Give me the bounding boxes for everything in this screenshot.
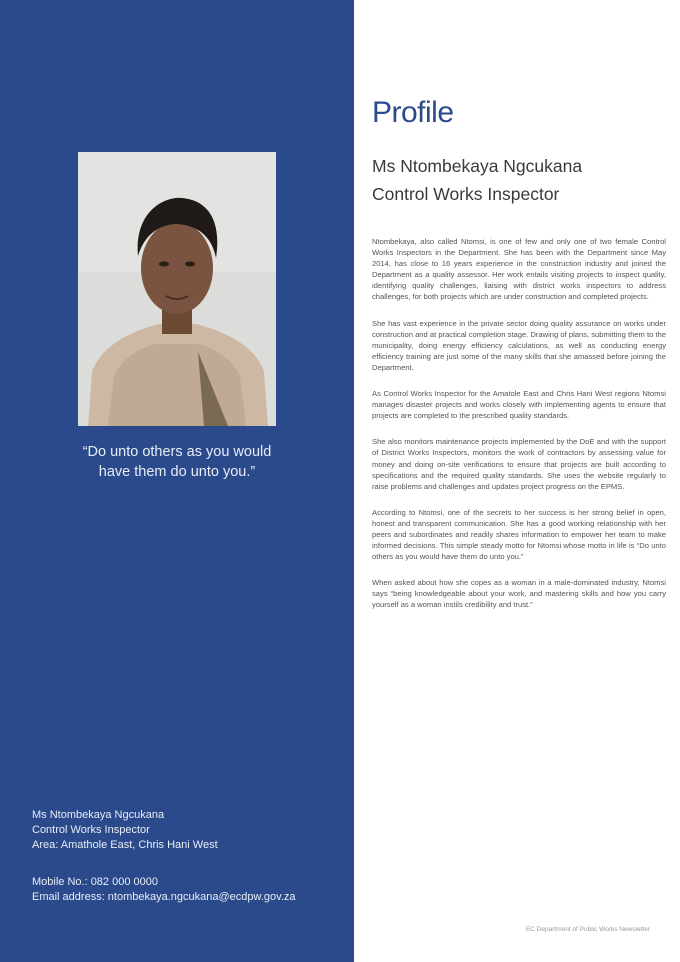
contact-gap <box>32 853 332 875</box>
profile-role: Control Works Inspector <box>372 184 560 204</box>
portrait-photo <box>78 152 276 426</box>
body-paragraph-3: As Control Works Inspector for the Amatole East and Chris Hani West regions Ntomsi manages disaster projects and works closely with implementing agents to ensure that projects are completed to the prescribed quality standards. <box>372 389 666 421</box>
contact-block <box>32 808 332 905</box>
contact-name: Ms Ntombekaya Ngcukana <box>32 809 165 821</box>
body-paragraph-2: She has vast experience in the private sector doing quality assurance on works under construction and at practical completion stage. Drawing of plans, submitting them to the municipality, doing energy efficiency calculations, as well as conducting energy efficiency training are just some of the many skills that she amassed before joining the Department. <box>372 318 666 372</box>
contact-area: Area: Amathole East, Chris Hani West <box>32 839 218 851</box>
profile-main <box>354 0 680 962</box>
body-paragraph-5: According to Ntomsi, one of the secrets to her success is her strong belief in open, honest and transparent communication. She has a good working relationship with her peers and subordinates and readily shares information to empower her team to make informed decisions. This simple steady motto for Ntomsi whose motto in life is “Do unto others as you would have them do unto you.” <box>372 507 666 562</box>
profile-body <box>372 236 666 626</box>
portrait-illustration <box>78 152 276 426</box>
body-paragraph-6: When asked about how she copes as a woman in a male-dominated industry, Ntomsi says “being knowledgeable about your work, and mastering skills and how you carry yourself as a woman instils credibility and trust.” <box>372 578 666 610</box>
sidebar-quote: “Do unto others as you would have them do unto you.” <box>82 444 272 480</box>
page-title: Profile <box>372 96 454 129</box>
contact-title: Control Works Inspector <box>32 824 150 836</box>
profile-name: Ms Ntombekaya Ngcukana <box>372 156 583 176</box>
contact-phone: Mobile No.: 082 000 0000 <box>32 876 158 888</box>
body-paragraph-1: Ntombekaya, also called Ntomsi, is one of few and only one of two female Control Works Inspectors in the Department. She has been with the Department since May 2014, has close to 16 years experience in the construction industry and joined the Department as a quality assessor. Her work entails visiting projects to inspect quality, identifying quality challenges, liaising with district works inspectors to address challenges, for both projects which are under construction and completed projects. <box>372 237 666 302</box>
page-footer: EC Department of Public Works Newsletter <box>525 926 650 933</box>
body-paragraph-4: She also monitors maintenance projects implemented by the DoE and with the support of District Works Inspectors, monitors the work of contractors by assessing value for money and doing on-site verifications to ensure that projects are built according to specifications and the required quality standards. She uses the website regularly to raise problems and challenges and updates project progress on the EPMS. <box>372 437 666 491</box>
contact-email: Email address: ntombekaya.ngcukana@ecdpw.gov.za <box>32 891 296 903</box>
